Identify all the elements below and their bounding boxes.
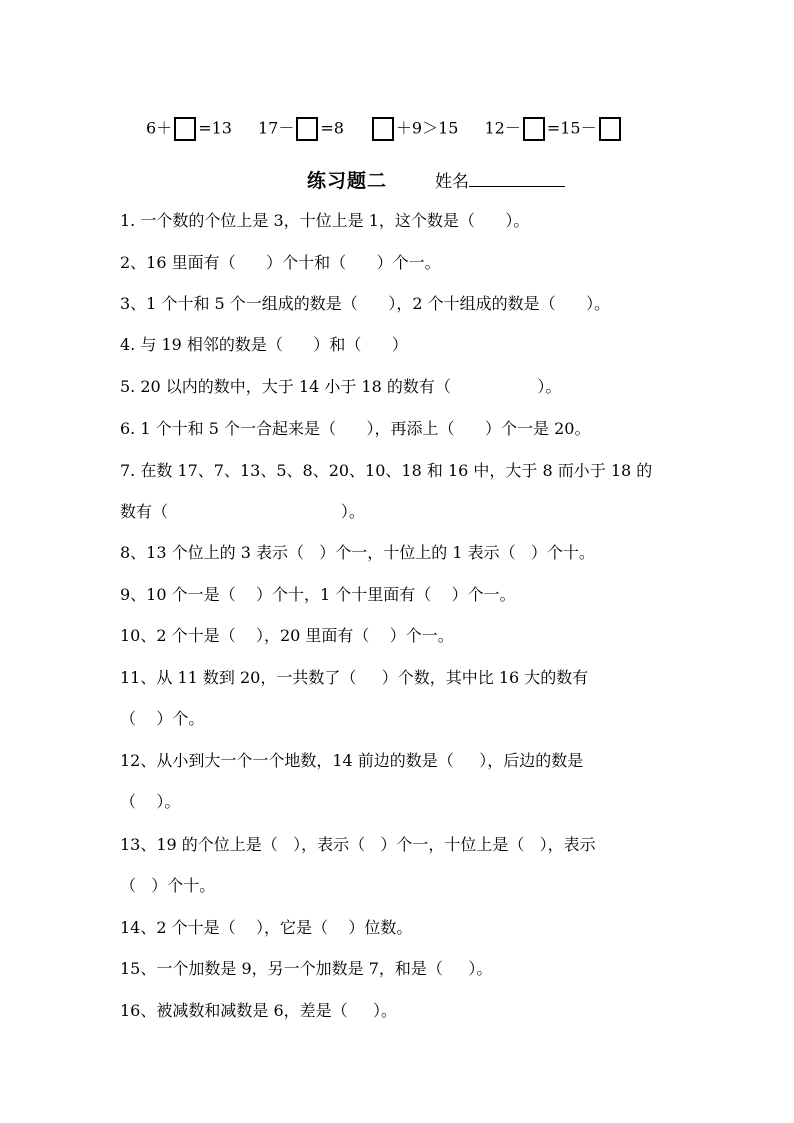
question-12: 12、从小到大一个一个地数，14 前边的数是（ ），后边的数是 (120, 751, 584, 770)
equation-2-right: =8 (320, 118, 344, 138)
equation-1-right: =13 (198, 118, 232, 138)
equation-4-right: =15－ (546, 118, 597, 138)
page-title: 练习题二 (307, 170, 388, 192)
question-3: 3、1 个十和 5 个一组成的数是（ ），2 个十组成的数是（ ）。 (120, 294, 611, 313)
question-1: 1. 一个数的个位上是 3，十位上是 1，这个数是（ ）。 (120, 211, 530, 230)
name-label: 姓名 (435, 172, 470, 192)
question-11: 11、从 11 数到 20，一共数了（ ）个数，其中比 16 大的数有 (120, 668, 589, 687)
question-6: 6. 1 个十和 5 个一合起来是（ ），再添上（ ）个一是 20。 (120, 419, 591, 438)
name-blank[interactable] (469, 168, 565, 187)
question-2: 2、16 里面有（ ）个十和（ ）个一。 (120, 253, 441, 272)
title-row (307, 166, 565, 197)
question-13: 13、19 的个位上是（ ），表示（ ）个一，十位上是（ ），表示 (120, 835, 596, 854)
question-5: 5. 20 以内的数中，大于 14 小于 18 的数有（ ）。 (120, 377, 562, 396)
question-7-cont: 数有（ ）。 (120, 502, 365, 521)
equation-3-right: ＋9＞15 (395, 118, 459, 138)
answer-box[interactable] (174, 117, 196, 141)
question-8: 8、13 个位上的 3 表示（ ）个一，十位上的 1 表示（ ）个十。 (120, 543, 595, 562)
equation-1-left: 6＋ (146, 118, 173, 138)
question-10: 10、2 个十是（ ），20 里面有（ ）个一。 (120, 626, 454, 645)
answer-box[interactable] (372, 117, 394, 141)
question-12-cont: （ ）。 (120, 792, 181, 811)
equation-2-left: 17－ (257, 118, 295, 138)
question-13-cont: （ ）个十。 (120, 876, 216, 895)
question-7: 7. 在数 17、7、13、5、8、20、10、18 和 16 中，大于 8 而小于 18 的 (120, 461, 653, 480)
question-11-cont: （ ）个。 (120, 709, 205, 728)
question-15: 15、一个加数是 9，另一个加数是 7，和是（ ）。 (120, 959, 493, 978)
question-16: 16、被减数和减数是 6，差是（ ）。 (120, 1001, 398, 1020)
answer-box[interactable] (296, 117, 318, 141)
question-14: 14、2 个十是（ ），它是（ ）位数。 (120, 918, 413, 937)
question-4: 4. 与 19 相邻的数是（ ）和（ ） (120, 335, 408, 354)
answer-box[interactable] (599, 117, 621, 141)
equation-4-left: 12－ (484, 118, 521, 138)
answer-box[interactable] (523, 117, 545, 141)
question-9: 9、10 个一是（ ）个十，1 个十里面有（ ）个一。 (120, 585, 516, 604)
equation-row (146, 114, 623, 143)
